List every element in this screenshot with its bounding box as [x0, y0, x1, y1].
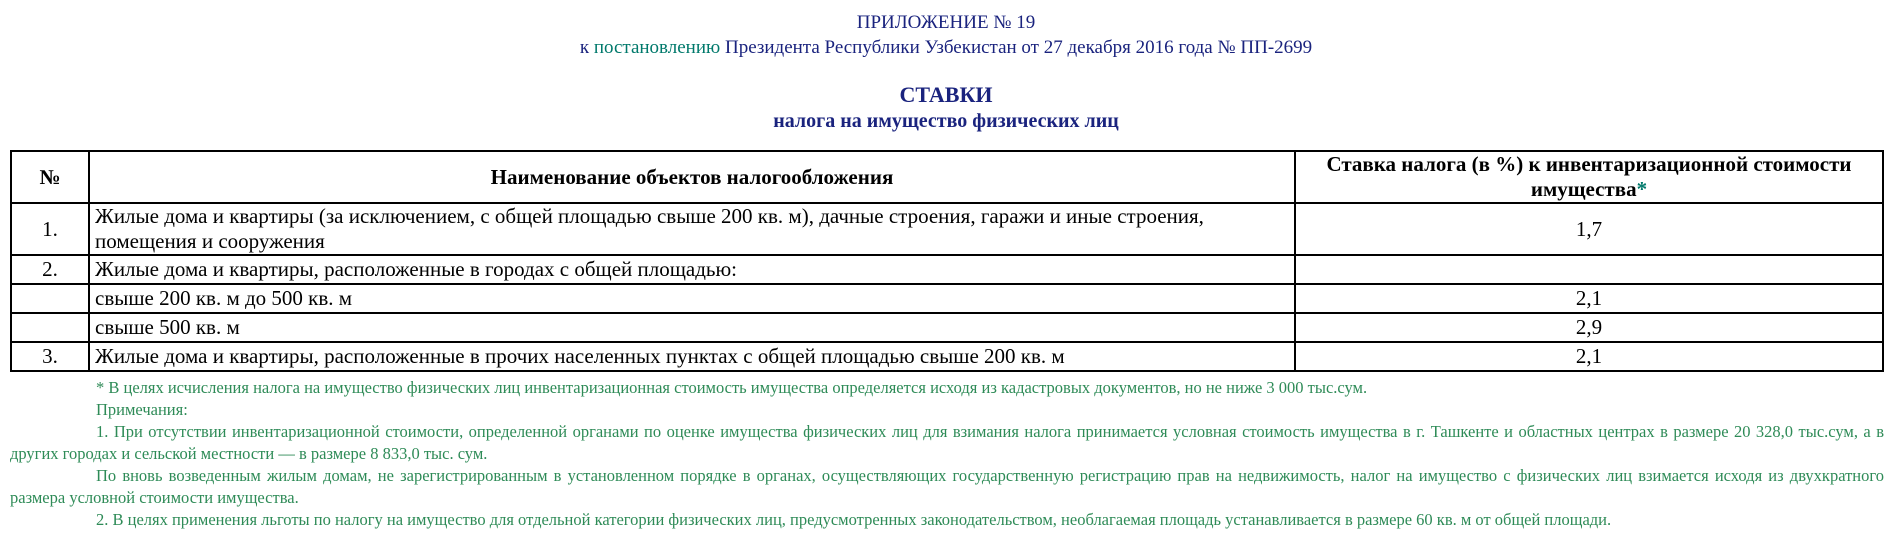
tax-rates-table — [10, 150, 1884, 372]
table-row — [11, 342, 1883, 371]
table-header-row — [11, 151, 1883, 203]
row-object-name: Жилые дома и квартиры, расположенные в прочих населенных пунктах с общей площадью свыше 200 кв. м — [89, 342, 1295, 371]
document-title — [0, 82, 1892, 134]
row-number — [11, 313, 89, 342]
document-header — [0, 0, 1892, 60]
row-number: 3. — [11, 342, 89, 371]
table-row — [11, 203, 1883, 255]
footnote-text: * В целях исчисления налога на имущество физических лиц инвентаризационная стоимость имущества определяется исходя из кадастровых документов, но не ниже 3 000 тыс.сум. — [96, 378, 1368, 397]
row-object-name: Жилые дома и квартиры, расположенные в городах с общей площадью: — [89, 255, 1295, 284]
row-number: 2. — [11, 255, 89, 284]
row-object-name: Жилые дома и квартиры (за исключением, с общей площадью свыше 200 кв. м), дачные строения, гаражи и иные строения, помещения и сооружения — [89, 203, 1295, 255]
table-row — [11, 255, 1883, 284]
row-number: 1. — [11, 203, 89, 255]
row-rate: 1,7 — [1295, 203, 1883, 255]
row-rate — [1295, 255, 1883, 284]
resolution-link[interactable]: постановлению — [593, 37, 721, 58]
header-number: № — [11, 151, 89, 203]
resolution-reference — [0, 35, 1892, 60]
notes-heading: Примечания: — [96, 400, 188, 419]
notes-section — [10, 377, 1884, 531]
table-row — [11, 284, 1883, 313]
header-object-name: Наименование объектов налогообложения — [89, 151, 1295, 203]
reference-text: Президента Республики Узбекистан от 27 декабря 2016 года № ПП-2699 — [720, 37, 1313, 58]
table-row — [11, 313, 1883, 342]
row-number — [11, 284, 89, 313]
reference-prefix: к — [579, 37, 594, 58]
footnote-marker: * — [1636, 177, 1648, 201]
note-1: 1. При отсутствии инвентаризационной стоимости, определенной органами по оценке имущества физических лиц для взимания налога принимается условная стоимость имущества в г. Ташкенте и областных центрах в размере 20 328,0 тыс.сум, а в других городах и сельской местности — в размере 8 833,0 тыс. сум. — [10, 422, 1884, 463]
row-rate: 2,9 — [1295, 313, 1883, 342]
title-subtitle: налога на имущество физических лиц — [773, 110, 1119, 132]
row-object-name: свыше 200 кв. м до 500 кв. м — [89, 284, 1295, 313]
note-1-continued: По вновь возведенным жилым домам, не зарегистрированным в установленном порядке в органах, осуществляющих государственную регистрацию прав на недвижимость, налог на имущество с физических лиц взимается исходя из двухкратного размера условной стоимости имущества. — [10, 466, 1884, 507]
title-main: СТАВКИ — [899, 82, 993, 107]
row-object-name: свыше 500 кв. м — [89, 313, 1295, 342]
header-rate — [1295, 151, 1883, 203]
appendix-label: ПРИЛОЖЕНИЕ № 19 — [856, 12, 1036, 33]
row-rate: 2,1 — [1295, 342, 1883, 371]
row-rate: 2,1 — [1295, 284, 1883, 313]
note-2: 2. В целях применения льготы по налогу на имущество для отдельной категории физических лиц, предусмотренных законодательством, необлагаемая площадь устанавливается в размере 60 кв. м от общей площади. — [96, 510, 1612, 529]
header-rate-text: Ставка налога (в %) к инвентаризационной стоимости имущества — [1326, 152, 1852, 201]
